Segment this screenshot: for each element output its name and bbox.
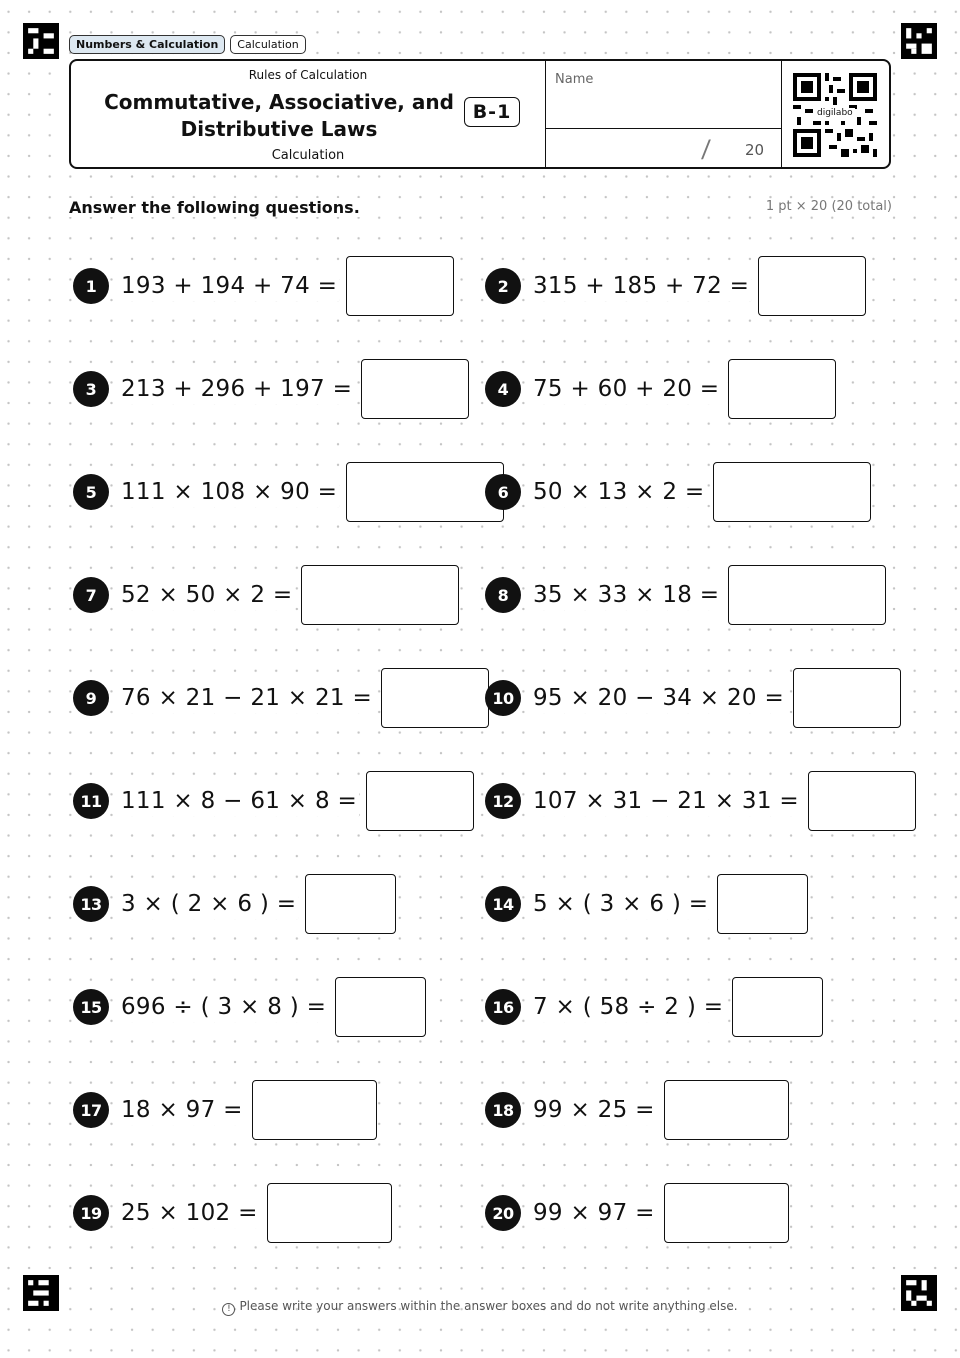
- problem-16: [485, 976, 823, 1038]
- problem-expression: 111 × 108 × 90 =: [121, 479, 338, 505]
- answer-box-3[interactable]: [361, 359, 469, 419]
- worksheet-subtitle: Rules of Calculation: [248, 68, 368, 82]
- answer-box-19[interactable]: [267, 1183, 392, 1243]
- points-text: 1 pt × 20 (20 total): [765, 199, 892, 214]
- qr-label: digilabo: [817, 108, 853, 118]
- problem-2: [485, 255, 866, 317]
- problem-9: [73, 667, 489, 729]
- problem-expression: 75 + 60 + 20 =: [533, 376, 720, 402]
- answer-box-9[interactable]: [381, 668, 489, 728]
- problem-expression: 99 × 25 =: [533, 1097, 655, 1123]
- problem-number: 11: [73, 783, 109, 819]
- problem-3: [73, 358, 469, 420]
- problem-11: [73, 770, 474, 832]
- problem-expression: 95 × 20 − 34 × 20 =: [533, 685, 785, 711]
- score-slash: /: [700, 135, 712, 163]
- problem-number: 13: [73, 886, 109, 922]
- answer-box-1[interactable]: [346, 256, 454, 316]
- problem-20: [485, 1182, 789, 1244]
- problem-number: 15: [73, 989, 109, 1025]
- problem-expression: 315 + 185 + 72 =: [533, 273, 750, 299]
- problem-expression: 35 × 33 × 18 =: [533, 582, 720, 608]
- answer-box-15[interactable]: [335, 977, 426, 1037]
- problem-4: [485, 358, 836, 420]
- problem-7: [73, 564, 459, 626]
- answer-box-10[interactable]: [793, 668, 901, 728]
- problem-number: 16: [485, 989, 521, 1025]
- problem-number: 6: [485, 474, 521, 510]
- problem-6: [485, 461, 871, 523]
- worksheet-header: [69, 59, 891, 169]
- problem-number: 17: [73, 1092, 109, 1128]
- answer-box-8[interactable]: [728, 565, 886, 625]
- problem-number: 19: [73, 1195, 109, 1231]
- answer-box-18[interactable]: [664, 1080, 789, 1140]
- name-divider: [546, 128, 781, 129]
- problem-number: 2: [485, 268, 521, 304]
- problem-number: 8: [485, 577, 521, 613]
- problem-number: 7: [73, 577, 109, 613]
- answer-box-13[interactable]: [305, 874, 396, 934]
- problem-expression: 3 × ( 2 × 6 ) =: [121, 891, 297, 917]
- problem-5: [73, 461, 504, 523]
- answer-box-14[interactable]: [717, 874, 808, 934]
- problem-number: 12: [485, 783, 521, 819]
- answer-box-7[interactable]: [301, 565, 459, 625]
- problem-19: [73, 1182, 392, 1244]
- category-tag: Numbers & Calculation: [69, 35, 225, 54]
- footer-text: Please write your answers within the answer boxes and do not write anything else.: [239, 1299, 738, 1313]
- answer-box-20[interactable]: [664, 1183, 789, 1243]
- answer-box-11[interactable]: [366, 771, 474, 831]
- problem-expression: 76 × 21 − 21 × 21 =: [121, 685, 373, 711]
- name-score-section: [546, 61, 782, 167]
- problem-14: [485, 873, 808, 935]
- problem-number: 10: [485, 680, 521, 716]
- problem-expression: 18 × 97 =: [121, 1097, 243, 1123]
- problem-number: 14: [485, 886, 521, 922]
- answer-box-2[interactable]: [758, 256, 866, 316]
- problem-expression: 99 × 97 =: [533, 1200, 655, 1226]
- problem-8: [485, 564, 886, 626]
- answer-box-5[interactable]: [346, 462, 504, 522]
- corner-marker-top-left: [23, 23, 59, 59]
- problem-expression: 25 × 102 =: [121, 1200, 258, 1226]
- info-icon: !: [222, 1303, 235, 1316]
- title-section: [71, 61, 546, 167]
- worksheet-code: B-1: [464, 97, 520, 127]
- subcategory-tag: Calculation: [230, 35, 305, 54]
- problem-18: [485, 1079, 789, 1141]
- problem-1: [73, 255, 454, 317]
- answer-box-6[interactable]: [713, 462, 871, 522]
- problem-expression: 107 × 31 − 21 × 31 =: [533, 788, 799, 814]
- category-tags: [69, 35, 306, 54]
- problem-number: 1: [73, 268, 109, 304]
- problem-number: 9: [73, 680, 109, 716]
- score-total: 20: [745, 141, 765, 159]
- problem-expression: 50 × 13 × 2 =: [533, 479, 705, 505]
- answer-box-4[interactable]: [728, 359, 836, 419]
- problem-expression: 111 × 8 − 61 × 8 =: [121, 788, 358, 814]
- problem-number: 5: [73, 474, 109, 510]
- corner-marker-top-right: [901, 23, 937, 59]
- problem-expression: 7 × ( 58 ÷ 2 ) =: [533, 994, 724, 1020]
- problem-expression: 696 ÷ ( 3 × 8 ) =: [121, 994, 327, 1020]
- problem-17: [73, 1079, 377, 1141]
- problem-13: [73, 873, 396, 935]
- problem-15: [73, 976, 426, 1038]
- worksheet-category: Calculation: [271, 148, 345, 163]
- problem-expression: 193 + 194 + 74 =: [121, 273, 338, 299]
- problem-number: 20: [485, 1195, 521, 1231]
- problem-number: 18: [485, 1092, 521, 1128]
- instruction-text: Answer the following questions.: [69, 198, 360, 217]
- worksheet-title: Commutative, Associative, and Distributive Laws: [104, 90, 454, 141]
- answer-box-17[interactable]: [252, 1080, 377, 1140]
- problem-number: 3: [73, 371, 109, 407]
- answer-box-16[interactable]: [732, 977, 823, 1037]
- problem-12: [485, 770, 916, 832]
- problem-expression: 52 × 50 × 2 =: [121, 582, 293, 608]
- footer-note: [0, 1299, 960, 1316]
- problem-number: 4: [485, 371, 521, 407]
- answer-box-12[interactable]: [808, 771, 916, 831]
- problem-expression: 5 × ( 3 × 6 ) =: [533, 891, 709, 917]
- problem-10: [485, 667, 901, 729]
- problem-expression: 213 + 296 + 197 =: [121, 376, 353, 402]
- name-label: Name: [555, 72, 594, 87]
